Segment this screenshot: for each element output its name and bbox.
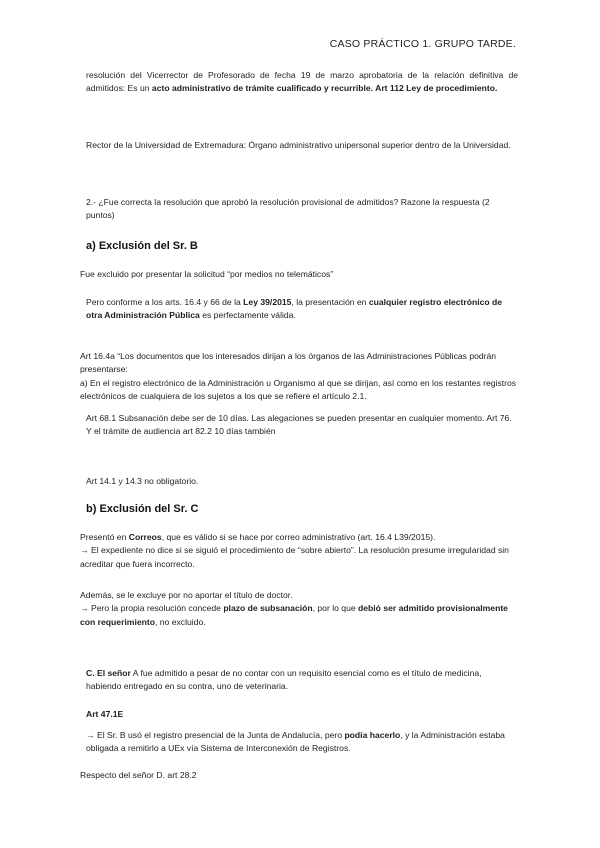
- paragraph-senor-d: [80, 769, 520, 782]
- paragraph-senor-a: [86, 667, 518, 694]
- text-line: Art 16.4a “Los documentos que los interesados dirijan a los órganos de las Administraciones Públicas podrán presentarse:: [80, 351, 497, 375]
- paragraph-rector: [86, 139, 518, 152]
- bold-text: acto administrativo de trámite cualificado y recurrible. Art 112 Ley de procedimiento.: [151, 83, 498, 94]
- section-a-heading: a) Exclusión del Sr. B: [86, 240, 198, 252]
- paragraph-art-68-1: [86, 412, 518, 439]
- text: Pero conforme a los arts. 16.4 y 66 de la: [86, 297, 244, 307]
- paragraph-question-2: [86, 196, 518, 223]
- bold-text: podía hacerlo: [344, 730, 401, 740]
- text: , por lo que: [312, 603, 359, 614]
- bold-text: C. El señor: [86, 668, 131, 678]
- text: → El Sr. B usó el registro presencial de la Junta de Andalucía, pero: [86, 730, 345, 740]
- text: 2.- ¿Fue correcta la resolución que aprobó la resolución provisional de admitidos? Razone la respuesta (2 puntos): [86, 197, 490, 221]
- paragraph-art-14: [86, 475, 518, 488]
- text-line: Además, se le excluye por no aportar el título de doctor.: [80, 590, 293, 600]
- bold-text: Art 47.1E: [86, 709, 124, 719]
- text: Respecto del señor D. art 28.2: [80, 770, 197, 780]
- text: , que es válido si se hace por correo administrativo (art. 16.4 L39/2015).: [161, 532, 436, 542]
- bold-text: Correos: [128, 532, 162, 542]
- text: Presentó en: [80, 532, 129, 542]
- paragraph-correos: [80, 531, 520, 571]
- text: , la presentación en: [291, 297, 369, 307]
- text: es perfectamente válida.: [199, 310, 296, 321]
- paragraph-art-16-4a: [80, 350, 520, 403]
- text-line: [80, 602, 520, 629]
- text: Fue excluido por presentar la solicitud “por medios no telemáticos”: [80, 269, 334, 279]
- paragraph-resolucion-vicerrector: [86, 69, 518, 96]
- paragraph-ley-39-2015: [86, 296, 518, 323]
- page-header: CASO PRÁCTICO 1. GRUPO TARDE.: [329, 38, 516, 50]
- section-b-heading: b) Exclusión del Sr. C: [86, 503, 199, 515]
- paragraph-art-47-1e: [86, 708, 123, 721]
- paragraph-titulo-doctor: [80, 589, 520, 629]
- text: Rector de la Universidad de Extremadura: Órgano administrativo unipersonal superior dentro de la Universidad.: [86, 140, 511, 150]
- bold-text: plazo de subsanación: [223, 603, 313, 614]
- text: Art 68.1 Subsanación debe ser de 10 días. Las alegaciones se pueden presentar en cualquier momento. Art 76. Y el trámite de audiencia art 82.2 10 días también: [86, 413, 512, 437]
- bold-text: cualquier registro electrónico de otra Administración Pública: [86, 297, 503, 321]
- bold-text: debió ser admitido provisionalmente con requerimiento: [80, 603, 508, 627]
- text-line: → El expediente no dice si se siguió el procedimiento de “sobre abierto”. La resolución presume irregularidad sin acreditar que fuera incorrecto.: [80, 545, 509, 569]
- paragraph-excluido: [80, 268, 520, 281]
- text: , y la Administración estaba obligada a remitirlo a UEx vía Sistema de Interconexión de Registros.: [86, 730, 505, 754]
- text-line: a) En el registro electrónico de la Administración u Organismo al que se dirijan, así como en los restantes registros electrónicos de cualquiera de los sujetos a los que se refiere el artículo 2.1.: [80, 377, 517, 401]
- text: , no excluido.: [154, 616, 206, 627]
- paragraph-registro-presencial: [86, 729, 518, 756]
- text-line: [80, 531, 520, 544]
- text: resolución del Vicerrector de Profesorado de fecha 19 de marzo aprobatoria de la relación definitiva de admitidos: Es un: [86, 70, 518, 94]
- bold-text: Ley 39/2015: [243, 297, 292, 307]
- text: A fue admitido a pesar de no contar con un requisito esencial como es el título de medicina, habiendo entregado en su contra, uno de veterinaria.: [86, 668, 482, 692]
- text: → Pero la propia resolución concede: [80, 603, 224, 614]
- text: Art 14.1 y 14.3 no obligatorio.: [86, 476, 199, 486]
